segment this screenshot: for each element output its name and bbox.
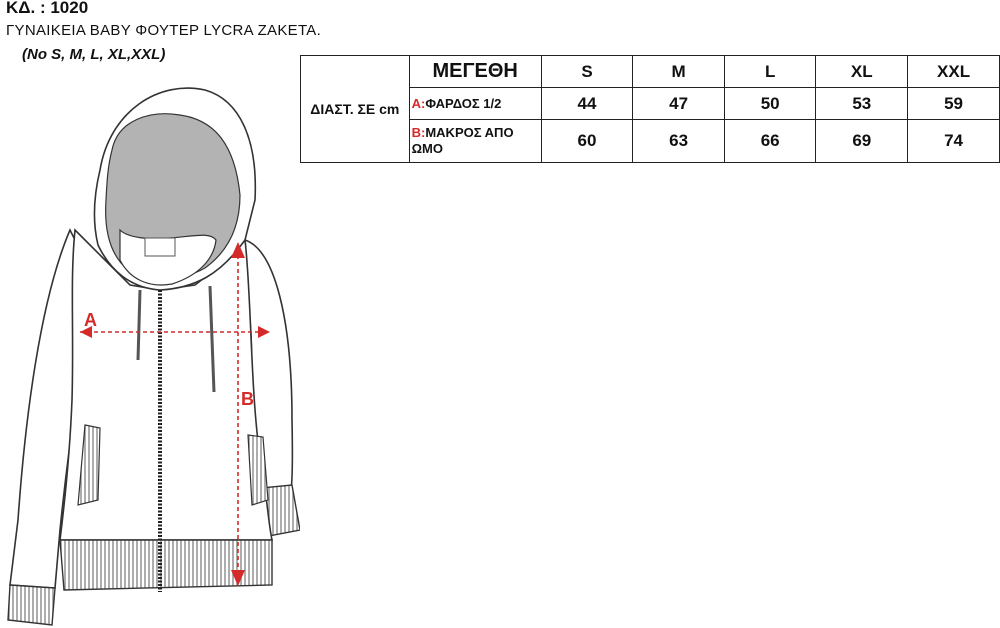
size-l-header: L	[724, 56, 816, 88]
neck-label	[145, 238, 175, 256]
size-range-note: (No S, M, L, XL,XXL)	[22, 46, 166, 63]
size-xl-header: XL	[816, 56, 908, 88]
measure-b-l: 66	[724, 120, 816, 163]
dimensions-unit-label: ΔΙΑΣΤ. ΣΕ cm	[301, 56, 410, 163]
size-s-header: S	[541, 56, 633, 88]
measure-a-xxl: 59	[908, 88, 1000, 120]
measure-b-marker: B:	[411, 125, 426, 140]
measure-b-label	[409, 120, 541, 163]
measure-a-text: ΦΑΡΔΟΣ 1/2	[425, 95, 502, 111]
measure-a-label	[409, 88, 541, 120]
size-xxl-header: XXL	[908, 56, 1000, 88]
size-m-header: M	[633, 56, 725, 88]
size-chart-table	[300, 55, 1000, 163]
left-cuff	[8, 585, 55, 625]
hoodie-technical-sketch	[0, 70, 300, 628]
hem-band	[60, 540, 272, 590]
measure-b-xxl: 74	[908, 120, 1000, 163]
measure-a-l: 50	[724, 88, 816, 120]
measure-a-letter: A	[84, 310, 97, 330]
measure-a-m: 47	[633, 88, 725, 120]
measure-b-m: 63	[633, 120, 725, 163]
measure-b-xl: 69	[816, 120, 908, 163]
measure-a-marker: A:	[411, 95, 426, 111]
drawstring-left	[138, 290, 140, 360]
product-code: ΚΔ. : 1020	[6, 0, 89, 17]
measure-b-text: ΜΑΚΡΟΣ ΑΠΟ ΩΜΟ	[411, 125, 514, 156]
measure-a-s: 44	[541, 88, 633, 120]
sizes-header: ΜΕΓΕΘΗ	[409, 56, 541, 88]
measure-b-letter: B	[241, 389, 254, 409]
size-header-row	[301, 56, 1000, 88]
measure-a-xl: 53	[816, 88, 908, 120]
measure-b-s: 60	[541, 120, 633, 163]
product-description: ΓΥΝΑΙΚΕΙΑ BABY ΦΟΥΤΕΡ LYCRA ZAKETA.	[6, 22, 322, 39]
